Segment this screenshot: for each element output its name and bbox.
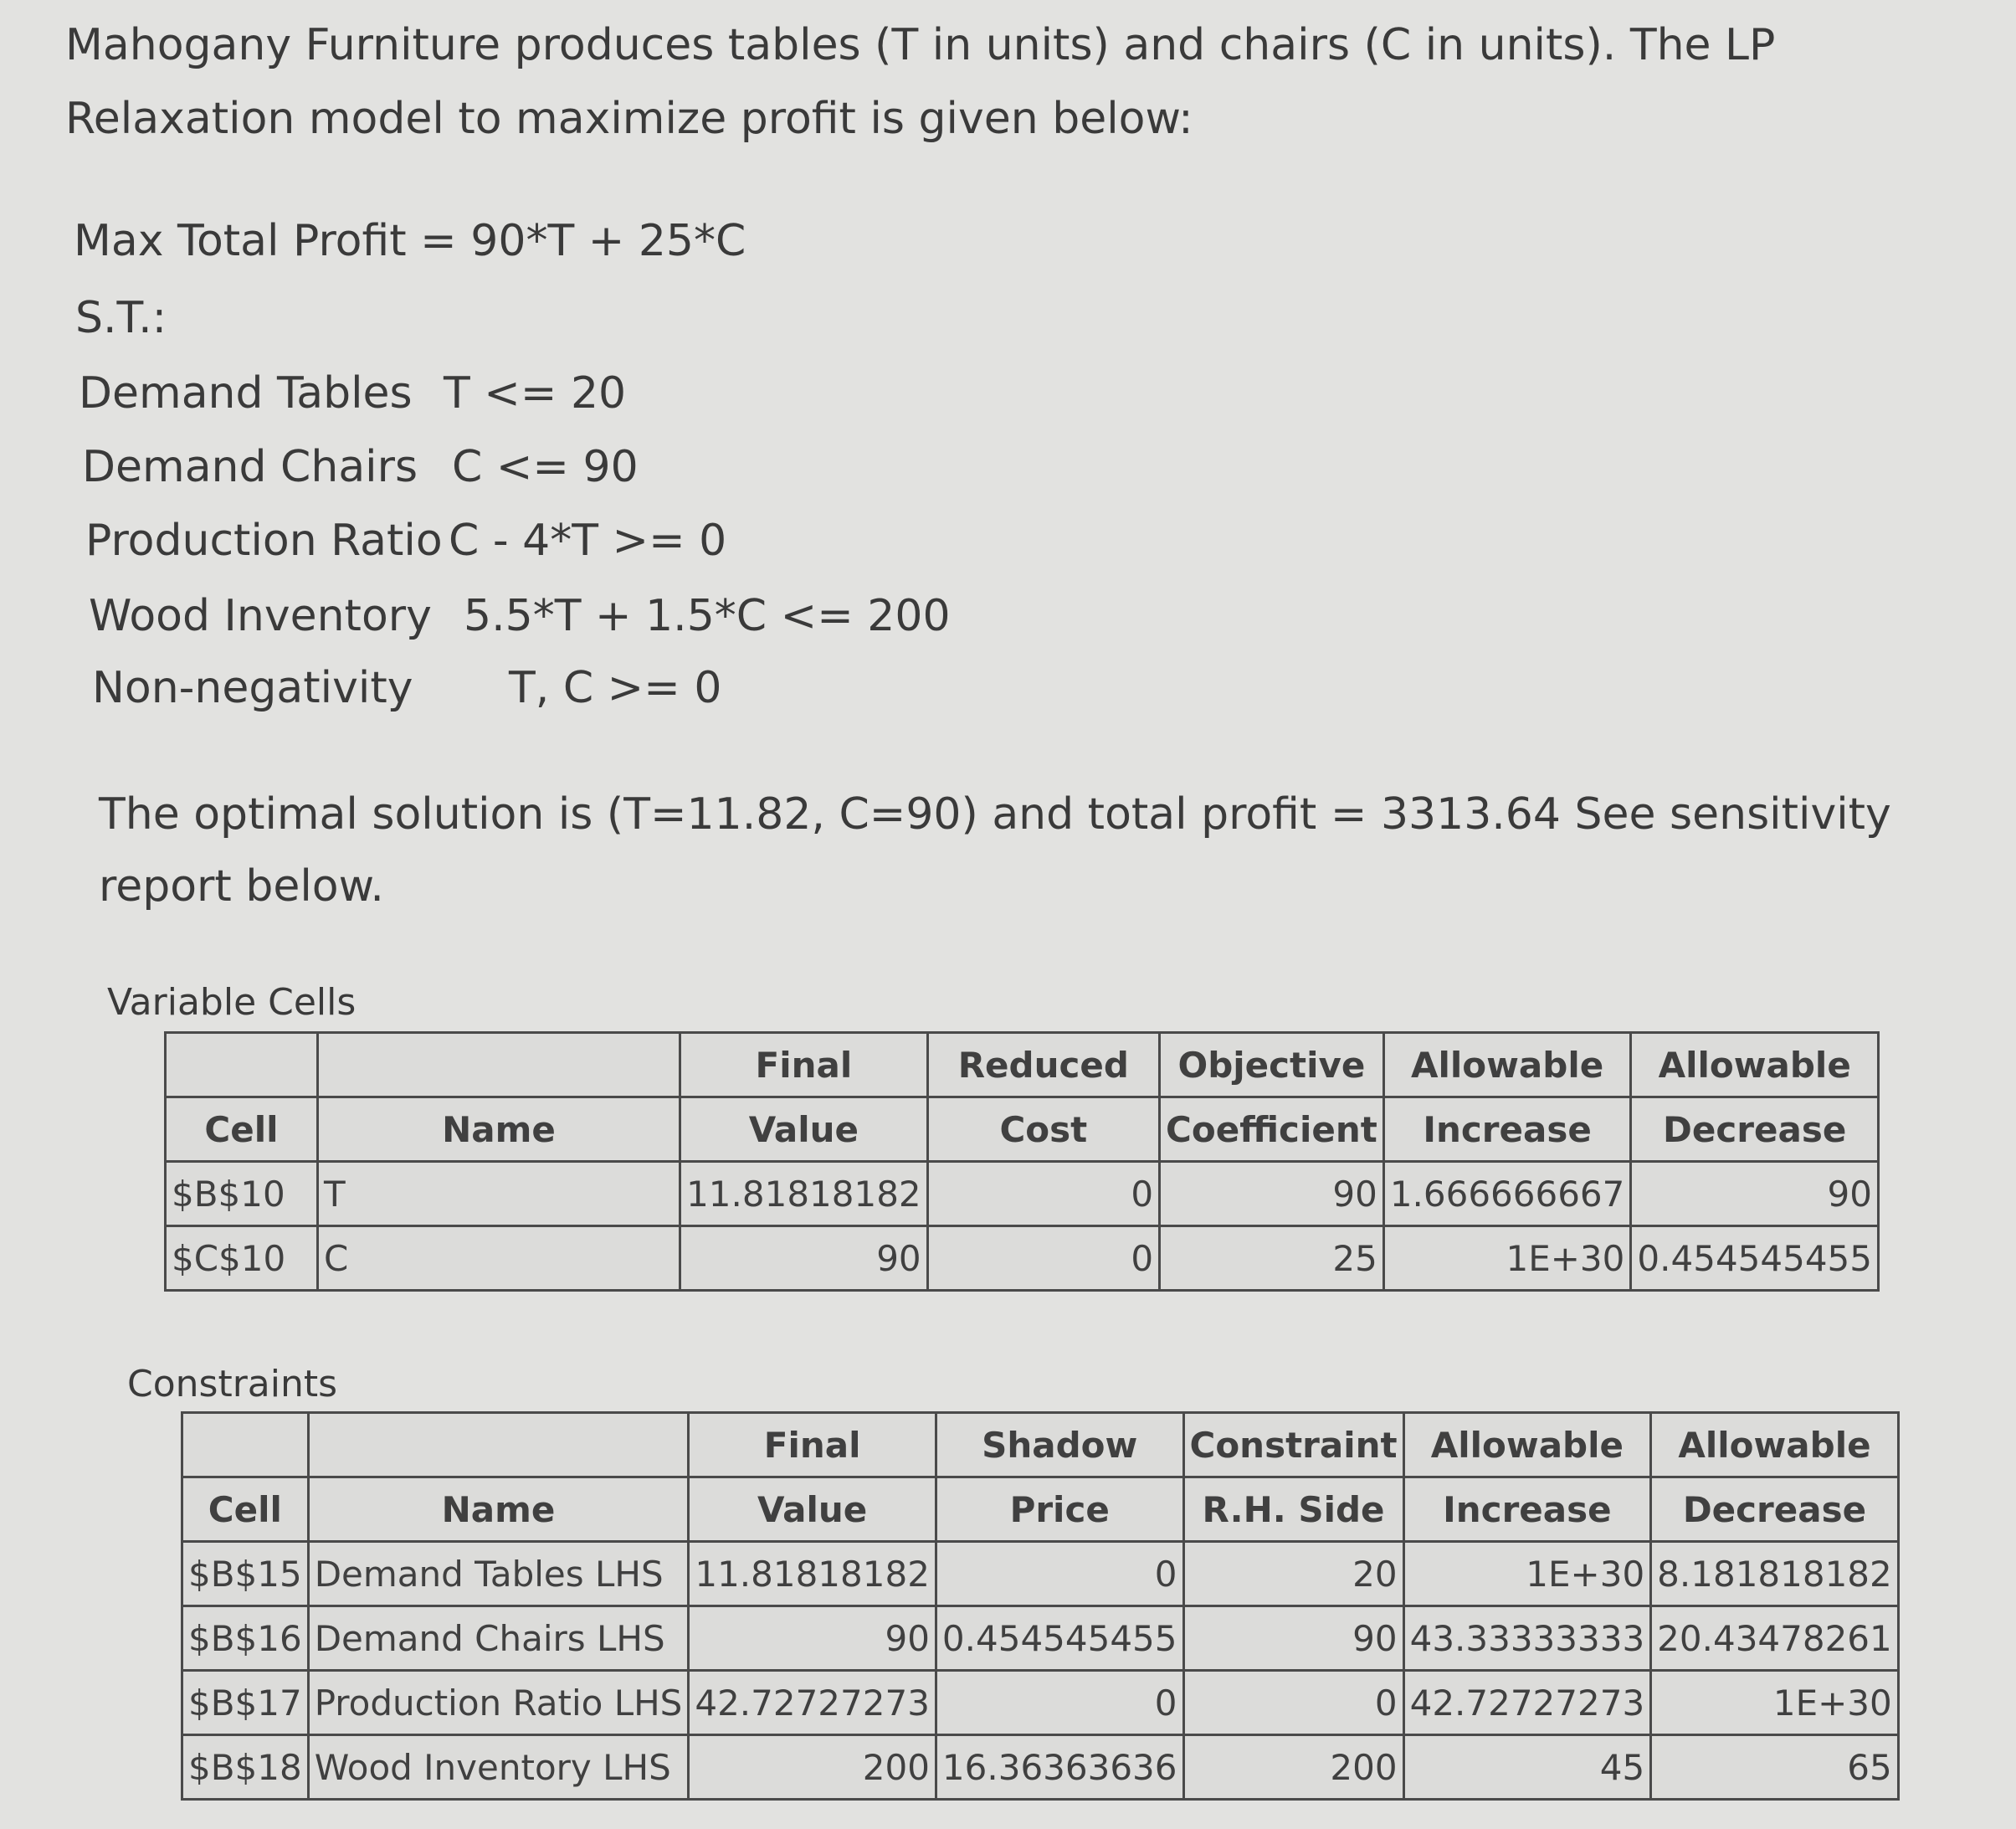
header-final: Final — [689, 1413, 936, 1477]
constraint-expr-wood-inventory: 5.5*T + 1.5*C <= 200 — [464, 591, 951, 641]
cell-name: T — [317, 1162, 680, 1226]
constraint-name-demand-chairs: Demand Chairs — [82, 442, 418, 492]
header-cell — [308, 1413, 689, 1477]
header-final: Final — [680, 1033, 928, 1097]
header-cell: Cell — [166, 1097, 318, 1162]
header-reduced: Reduced — [927, 1033, 1159, 1097]
header-price: Price — [936, 1477, 1183, 1542]
cell-name: Wood Inventory LHS — [308, 1735, 689, 1800]
constraint-expr-production-ratio: C - 4*T >= 0 — [449, 516, 727, 566]
constraint-name-production-ratio: Production Ratio — [85, 516, 443, 566]
header-allowable: Allowable — [1631, 1033, 1879, 1097]
header-value: Value — [680, 1097, 928, 1162]
table-header-row — [182, 1413, 1899, 1477]
constraint-name-wood-inventory: Wood Inventory — [89, 591, 432, 641]
header-coefficient: Coefficient — [1160, 1097, 1384, 1162]
cell-rh-side: 0 — [1183, 1671, 1403, 1735]
table-row — [182, 1542, 1899, 1606]
cell-allowable-decrease: 65 — [1651, 1735, 1899, 1800]
cell-final-value: 42.72727273 — [689, 1671, 936, 1735]
cell-shadow-price: 0.454545455 — [936, 1606, 1183, 1671]
table-header-row — [182, 1477, 1899, 1542]
cell-allowable-increase: 1E+30 — [1403, 1542, 1651, 1606]
header-decrease: Decrease — [1631, 1097, 1879, 1162]
cell-ref: $B$18 — [182, 1735, 309, 1800]
cell-ref: $B$10 — [166, 1162, 318, 1226]
constraint-expr-demand-chairs: C <= 90 — [452, 442, 639, 492]
header-shadow: Shadow — [936, 1413, 1183, 1477]
header-objective: Objective — [1160, 1033, 1384, 1097]
table-header-row — [166, 1033, 1879, 1097]
cell-ref: $B$15 — [182, 1542, 309, 1606]
header-increase: Increase — [1383, 1097, 1631, 1162]
header-value: Value — [689, 1477, 936, 1542]
constraint-name-non-negativity: Non-negativity — [92, 663, 413, 713]
table-row — [166, 1226, 1879, 1291]
cell-ref: $B$16 — [182, 1606, 309, 1671]
header-decrease: Decrease — [1651, 1477, 1899, 1542]
cell-allowable-decrease: 20.43478261 — [1651, 1606, 1899, 1671]
constraint-expr-non-negativity: T, C >= 0 — [509, 663, 722, 713]
cell-objective-coefficient: 25 — [1160, 1226, 1384, 1291]
cell-shadow-price: 16.36363636 — [936, 1735, 1183, 1800]
variable-cells-table — [164, 1031, 1880, 1292]
cell-rh-side: 90 — [1183, 1606, 1403, 1671]
cell-name: Production Ratio LHS — [308, 1671, 689, 1735]
constraints-title: Constraints — [127, 1363, 338, 1405]
cell-name: Demand Tables LHS — [308, 1542, 689, 1606]
cell-final-value: 90 — [680, 1226, 928, 1291]
constraints-table — [181, 1411, 1900, 1801]
header-allowable: Allowable — [1403, 1413, 1651, 1477]
header-cost: Cost — [927, 1097, 1159, 1162]
table-row — [182, 1606, 1899, 1671]
constraint-name-demand-tables: Demand Tables — [79, 368, 413, 419]
intro-text: Mahogany Furniture produces tables (T in units) and chairs (C in units). The LP Relaxation model to maximize profit is given below: — [65, 20, 1776, 144]
cell-final-value: 90 — [689, 1606, 936, 1671]
cell-allowable-increase: 43.33333333 — [1403, 1606, 1651, 1671]
cell-allowable-decrease: 8.181818182 — [1651, 1542, 1899, 1606]
cell-allowable-decrease: 90 — [1631, 1162, 1879, 1226]
cell-allowable-decrease: 0.454545455 — [1631, 1226, 1879, 1291]
solution-text: The optimal solution is (T=11.82, C=90) and total profit = 3313.64 See sensitivity report below. — [99, 789, 1891, 912]
cell-ref: $B$17 — [182, 1671, 309, 1735]
cell-final-value: 200 — [689, 1735, 936, 1800]
subject-to-label: S.T.: — [75, 293, 167, 343]
header-cell — [182, 1413, 309, 1477]
cell-rh-side: 20 — [1183, 1542, 1403, 1606]
header-increase: Increase — [1403, 1477, 1651, 1542]
cell-name: Demand Chairs LHS — [308, 1606, 689, 1671]
cell-allowable-decrease: 1E+30 — [1651, 1671, 1899, 1735]
cell-rh-side: 200 — [1183, 1735, 1403, 1800]
constraint-expr-demand-tables: T <= 20 — [444, 368, 627, 419]
cell-ref: $C$10 — [166, 1226, 318, 1291]
header-rh-side: R.H. Side — [1183, 1477, 1403, 1542]
header-allowable: Allowable — [1383, 1033, 1631, 1097]
cell-shadow-price: 0 — [936, 1671, 1183, 1735]
header-constraint: Constraint — [1183, 1413, 1403, 1477]
header-name: Name — [317, 1097, 680, 1162]
table-row — [182, 1735, 1899, 1800]
cell-reduced-cost: 0 — [927, 1162, 1159, 1226]
header-cell — [166, 1033, 318, 1097]
cell-allowable-increase: 1E+30 — [1383, 1226, 1631, 1291]
objective-function: Max Total Profit = 90*T + 25*C — [74, 216, 746, 266]
cell-objective-coefficient: 90 — [1160, 1162, 1384, 1226]
header-cell — [317, 1033, 680, 1097]
header-cell: Cell — [182, 1477, 309, 1542]
cell-allowable-increase: 42.72727273 — [1403, 1671, 1651, 1735]
cell-final-value: 11.81818182 — [689, 1542, 936, 1606]
variable-cells-title: Variable Cells — [107, 981, 357, 1024]
cell-name: C — [317, 1226, 680, 1291]
cell-shadow-price: 0 — [936, 1542, 1183, 1606]
cell-allowable-increase: 45 — [1403, 1735, 1651, 1800]
table-row — [166, 1162, 1879, 1226]
cell-reduced-cost: 0 — [927, 1226, 1159, 1291]
header-name: Name — [308, 1477, 689, 1542]
table-header-row — [166, 1097, 1879, 1162]
header-allowable: Allowable — [1651, 1413, 1899, 1477]
table-row — [182, 1671, 1899, 1735]
cell-final-value: 11.81818182 — [680, 1162, 928, 1226]
cell-allowable-increase: 1.666666667 — [1383, 1162, 1631, 1226]
